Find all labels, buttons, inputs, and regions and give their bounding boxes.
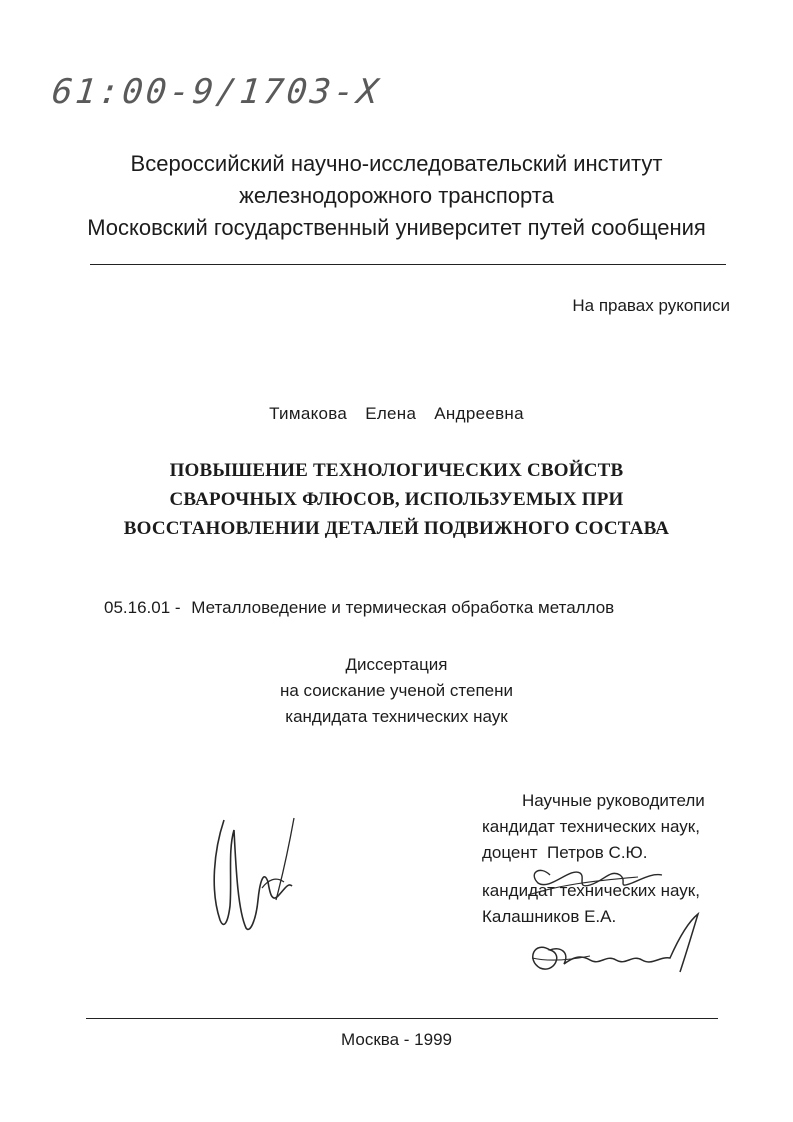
advisor-1-signature [520,855,670,905]
title-line-3: ВОССТАНОВЛЕНИИ ДЕТАЛЕЙ ПОДВИЖНОГО СОСТАВА [123,518,670,539]
specialty-name: Металловедение и термическая обработка металлов [191,598,615,617]
author-signature [206,810,306,940]
institution-line-1: Всероссийский научно-исследовательский институт [130,151,663,176]
degree-line-2: на соискание ученой степени [279,681,513,700]
archive-code-handwritten: 61:00-9/1703-X [49,72,383,112]
title-line-1: ПОВЫШЕНИЕ ТЕХНОЛОГИЧЕСКИХ СВОЙСТВ [169,460,624,481]
advisor-2-signature [520,910,710,980]
institution-line-2: железнодорожного транспорта [239,183,554,208]
manuscript-note: На правах рукописи [572,296,730,315]
degree-line-3: кандидата технических наук [285,707,508,726]
institutions-block [0,148,793,244]
footer-divider [86,1018,718,1019]
dissertation-title [0,456,793,543]
city-year: Москва - 1999 [341,1030,452,1049]
title-line-2: СВАРОЧНЫХ ФЛЮСОВ, ИСПОЛЬЗУЕМЫХ ПРИ [169,489,624,510]
advisor-1-name: доцент Петров С.Ю. [482,843,648,862]
header-divider [90,264,726,265]
advisors-heading: Научные руководители [522,791,705,810]
specialty [104,598,614,618]
advisor-2-degree: кандидат технических наук, [482,881,700,900]
advisor-1-degree: кандидат технических наук, [482,817,700,836]
degree-line-1: Диссертация [345,655,448,674]
advisor-2-name: Калашников Е.А. [482,907,617,926]
author-name: Тимакова Елена Андреевна [269,404,524,423]
degree-block [0,652,793,730]
institution-line-3: Московский государственный университет путей сообщения [87,215,706,240]
specialty-code: 05.16.01 - [104,598,181,617]
